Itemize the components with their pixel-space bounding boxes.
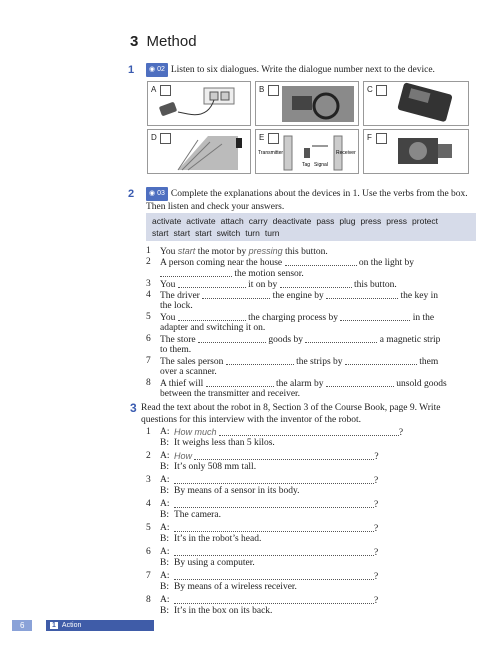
question-blank[interactable] (194, 451, 374, 460)
e-caption-receiver: Receiver (336, 150, 356, 156)
page-number: 6 (12, 620, 32, 631)
answer-blank[interactable] (206, 378, 274, 387)
answer-text: By means of a sensor in its body. (174, 486, 300, 496)
e-caption-signal: Signal (314, 162, 328, 168)
answer-blank[interactable] (280, 279, 352, 288)
answer-blank[interactable] (345, 356, 417, 365)
picture-c: C (363, 81, 469, 126)
answer-blank[interactable] (326, 290, 398, 299)
answer-blank[interactable] (160, 268, 232, 277)
answer-blank[interactable] (326, 378, 394, 387)
section-title: 3 Method (130, 33, 197, 50)
question-blank[interactable] (174, 475, 374, 484)
picture-e: E Transmitter Tag Signal Receiver (255, 129, 359, 174)
picture-f: F (363, 129, 469, 174)
cd-track-icon[interactable]: ◉ 03 (146, 187, 168, 201)
answer-blank[interactable] (202, 290, 270, 299)
answer-box-a[interactable] (160, 85, 171, 96)
answer-text: It weighs less than 5 kilos. (174, 438, 275, 448)
e-caption-transmitter: Transmitter (258, 150, 284, 156)
answer-text: It’s in the box on its back. (174, 606, 273, 616)
answer-blank[interactable] (198, 334, 266, 343)
answer-box-d[interactable] (160, 133, 171, 144)
answer-text: By using a computer. (174, 558, 255, 568)
answer-text: The camera. (174, 510, 221, 520)
cd-track-icon[interactable]: ◉ 02 (146, 63, 168, 77)
answer-text: It’s only 508 mm tall. (174, 462, 257, 472)
e-caption-tag: Tag (302, 162, 311, 168)
answer-blank[interactable] (340, 312, 410, 321)
answer-blank[interactable] (178, 312, 246, 321)
question-blank[interactable] (174, 523, 374, 532)
question-blank[interactable] (174, 547, 374, 556)
question-blank[interactable] (174, 595, 374, 604)
picture-b: B (255, 81, 359, 126)
verb-box: activate activate attach carry deactivate pass plug press press protect start start start switch turn turn (146, 213, 476, 241)
question-blank[interactable] (174, 499, 374, 508)
question-blank[interactable] (174, 571, 374, 580)
answer-text: It’s in the robot’s head. (174, 534, 262, 544)
unit-label: 1 Action (46, 620, 154, 631)
exercise-2-instruction: ◉ 03 Complete the explanations about the devices in 1. Use the verbs from the box. Then listen and check your answers. (146, 189, 468, 212)
device-pictures-grid (147, 81, 469, 173)
answer-box-b[interactable] (268, 85, 279, 96)
answer-box-e[interactable] (268, 133, 279, 144)
answer-text: By means of a wireless receiver. (174, 582, 297, 592)
answer-blank[interactable] (305, 334, 377, 343)
worksheet-page: 3 Method 1 ◉ 02 Listen to six dialogues. Write the dialogue number next to the device. A B C D E Transmitter Tag Signal Receiver F 2 ◉ 03 Complete the explanations about the devices in 1. Use the verbs from the box. Then listen and check your answers. activate activate attach carry deactivate pass plug press press protect start start start switch turn turn 1 You start the motor by pressing this button. 2 A person coming near the house on the light by the motion sensor. 3 You it on by this button. 4 The driver the engine by the key in the lock. 5 You the charging process by in the adapter and switching it on. 6 The store goods by a magnetic strip to them. 7 The sales person the strips by them over a scanner. 8 A thief will the alarm by unsold goods between the transmitter and receiver. 3 Read the text about the robot in 8, Section 3 of the Course Book, page 9. Write questions for this interview with the inventor of the robot. 1 A: How much ? B: It weighs less than 5 kilos. 2 A: How ? B: It’s only 508 mm tall. 3 A: ? B: By means of a sensor in its body. 4 A: ? B: The camera. 5 A: ? B: It’s in the robot’s head. 6 A: ? B: By using a computer. 7 A: ? B: By means of a wireless receiver. 8 A: ? B: It’s in the box on its back. 6 1 Action (0, 0, 500, 648)
answer-blank[interactable] (226, 356, 294, 365)
exercise-3-instruction: Read the text about the robot in 8, Section 3 of the Course Book, page 9. Write questions for this interview with the inventor of the robot. (141, 403, 441, 425)
picture-d: D (147, 129, 251, 174)
exercise-3-number: 3 (130, 401, 137, 415)
answer-box-f[interactable] (376, 133, 387, 144)
question-blank[interactable] (219, 427, 399, 436)
answer-blank[interactable] (178, 279, 246, 288)
answer-box-c[interactable] (376, 85, 387, 96)
exercise-1-instruction: ◉ 02 Listen to six dialogues. Write the dialogue number next to the device. (146, 63, 476, 77)
picture-a: A (147, 81, 251, 126)
exercise-2-number: 2 (128, 188, 135, 200)
exercise-1-number: 1 (128, 64, 135, 76)
answer-blank[interactable] (285, 257, 357, 266)
